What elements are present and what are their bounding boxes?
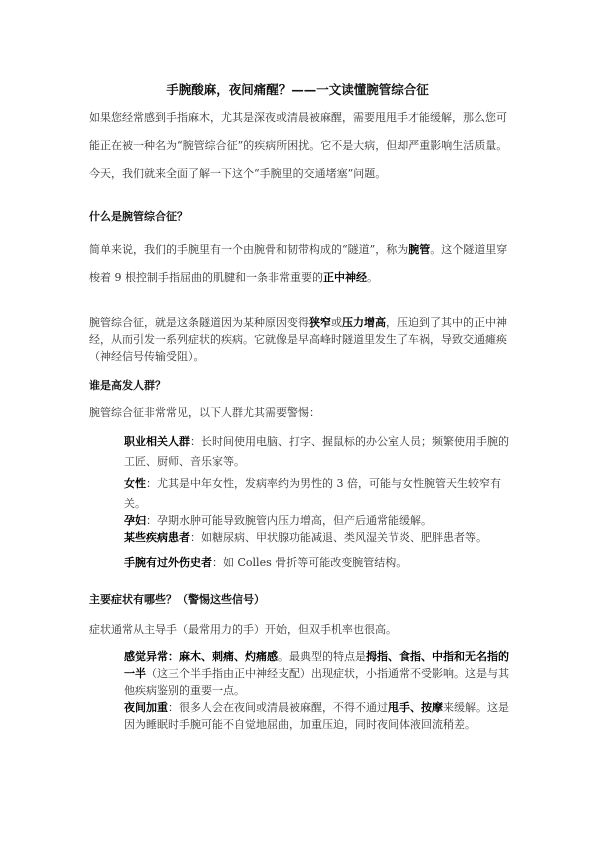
risk-item — [124, 530, 510, 546]
term-narrow: 狭窄 — [309, 316, 331, 329]
risk-item-text: ：如糖尿病、甲状腺功能减退、类风湿关节炎、肥胖患者等。 — [190, 531, 487, 544]
risk-item-label: 职业相关人群 — [124, 435, 190, 448]
risk-item-text: ：如 Colles 骨折等可能改变腕管结构。 — [212, 556, 408, 569]
text-run: 。 — [367, 271, 378, 284]
risk-item-text: ：尤其是中年女性，发病率约为男性的 3 倍，可能与女性腕管天生较窄有关。 — [124, 477, 501, 510]
symptom-label: 感觉异常：麻木、刺痛、灼痛感 — [124, 650, 278, 663]
risk-item-label: 孕妇 — [124, 514, 146, 527]
risk-item-text: ：孕期水肿可能导致腕管内压力增高，但产后通常能缓解。 — [146, 514, 432, 527]
relief-methods: 甩手、按摩 — [388, 701, 443, 714]
symptom-intro: 症状通常从主导手（最常用力的手）开始，但双手机率也很高。 — [89, 623, 397, 636]
text-run: 腕管综合征，就是这条隧道因为某种原因变得 — [89, 316, 309, 329]
text-run: 简单来说，我们的手腕里有一个由腕骨和韧带构成的“隧道”，称为 — [89, 243, 409, 256]
term-pressure: 压力增高 — [342, 316, 386, 329]
section-heading-what-is: 什么是腕管综合征？ — [89, 210, 188, 223]
section-heading-who: 谁是高发人群？ — [89, 379, 166, 392]
text-run: （这三个半手指由正中神经支配）出现症状，小指通常不受影响。这是与其他疾病鉴别的重要一点。 — [124, 667, 509, 697]
section-heading-symptoms: 主要症状有哪些？（警惕这些信号） — [89, 593, 265, 606]
affected-fingers: 拇指、食指、中指和无名指的一半 — [124, 650, 509, 680]
text-run: ：很多人会在夜间或清晨被麻醒，不得不通过 — [168, 701, 388, 714]
risk-item-label: 女性 — [124, 477, 146, 490]
risk-item-text: ：长时间使用电脑、打字、握鼠标的办公室人员；频繁使用手腕的工匠、厨师、音乐家等。 — [124, 435, 509, 468]
risk-intro: 腕管综合征非常常见，以下人群尤其需要警惕： — [89, 406, 320, 419]
risk-item-label: 某些疾病患者 — [124, 531, 190, 544]
text-run: 来缓解。这是因为睡眠时手腕可能不自觉地屈曲，加重压迫，同时夜间体液回流稍差。 — [124, 701, 509, 731]
symptom-label: 夜间加重 — [124, 701, 168, 714]
symptom-item-night — [124, 699, 510, 733]
term-median-nerve: 正中神经 — [323, 271, 367, 284]
term-carpal-tunnel: 腕管 — [408, 243, 431, 256]
symptom-item-sensory — [124, 648, 510, 699]
risk-item — [124, 474, 510, 514]
risk-item — [124, 432, 510, 472]
text-run: 或 — [331, 316, 342, 329]
text-run: ，压迫到了其中的正中神经，从而引发一系列症状的疾病。它就像是早高峰时隧道里发生了车祸，导致交通瘫痪（神经信号传输受阻）。 — [89, 316, 507, 363]
intro-paragraph: 如果您经常感到手指麻木，尤其是深夜或清晨被麻醒，需要甩甩手才能缓解，那么您可能正在被一种名为“腕管综合征”的疾病所困扰。它不是大病，但却严重影响生活质量。今天，我们就来全面了解一下这个“手腕里的交通堵塞”问题。 — [89, 111, 508, 180]
page-title: 手腕酸麻，夜间痛醒？——一文读懂腕管综合征 — [166, 82, 429, 97]
text-run: 。这个隧道里穿梭着 9 根控制手指屈曲的肌腱和一条非常重要的 — [89, 243, 508, 284]
risk-item — [124, 513, 510, 529]
definition-paragraph — [89, 236, 510, 292]
risk-item-label: 手腕有过外伤史者 — [124, 556, 212, 569]
risk-item — [124, 555, 510, 571]
text-run: 。最典型的特点是 — [278, 650, 366, 663]
cause-paragraph — [89, 314, 510, 365]
